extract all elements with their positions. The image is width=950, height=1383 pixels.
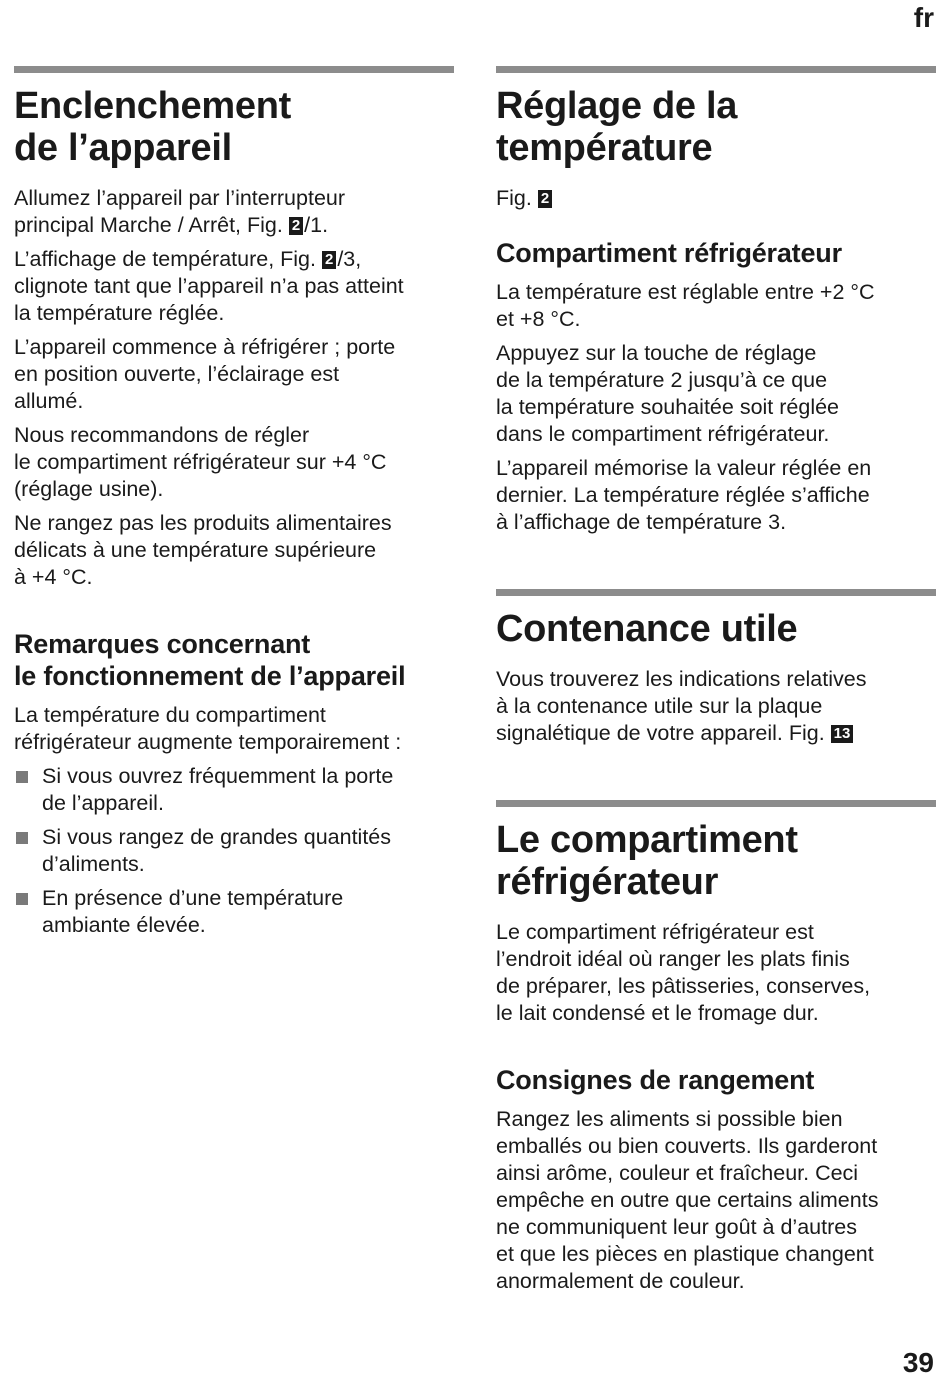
text-line: emballés ou bien couverts. Ils garderont [496, 1134, 878, 1158]
text-line: le compartiment réfrigérateur sur +4 °C [14, 450, 387, 474]
list-item [14, 763, 454, 817]
paragraph [496, 666, 936, 747]
figure-reference-box: 13 [831, 725, 854, 743]
section-rule [496, 66, 936, 73]
heading-line: Le compartiment [496, 819, 798, 861]
text-line: et que les pièces en plastique changent [496, 1242, 874, 1266]
text-line: Rangez les aliments si possible bien [496, 1107, 843, 1131]
heading-line: température [496, 127, 713, 169]
paragraph [496, 1106, 936, 1295]
text-line: signalétique de votre appareil. Fig. [496, 721, 831, 745]
heading-line: de l’appareil [14, 127, 232, 169]
list-item [14, 824, 454, 878]
square-bullet-icon [16, 771, 28, 783]
list-item [14, 885, 454, 939]
paragraph [14, 185, 454, 239]
text-line: Si vous rangez de grandes quantités [42, 825, 392, 849]
heading-reglage [496, 85, 936, 169]
text-line: (réglage usine). [14, 477, 164, 501]
text-line: La température du compartiment [14, 703, 326, 727]
paragraph [14, 422, 454, 503]
section-rule [496, 800, 936, 807]
heading-line: réfrigérateur [496, 861, 719, 903]
text-line: Appuyez sur la touche de réglage [496, 341, 817, 365]
paragraph [496, 340, 936, 448]
text-line: Ne rangez pas les produits alimentaires [14, 511, 392, 535]
text-line: de préparer, les pâtisseries, conserves, [496, 974, 871, 998]
text-line: Fig. [496, 186, 538, 210]
text-line: la température réglée. [14, 301, 225, 325]
text-line: l’endroit idéal où ranger les plats finis [496, 947, 850, 971]
section-rule [14, 66, 454, 73]
text-line: L’affichage de température, Fig. [14, 247, 322, 271]
right-column [496, 66, 936, 1302]
text-line: L’appareil commence à réfrigérer ; porte [14, 335, 396, 359]
text-line: principal Marche / Arrêt, Fig. [14, 213, 289, 237]
heading-le-compartiment [496, 819, 936, 903]
text-line: ainsi arôme, couleur et fraîcheur. Ceci [496, 1161, 859, 1185]
text-line: dans le compartiment réfrigérateur. [496, 422, 830, 446]
paragraph [14, 510, 454, 591]
text-line: Si vous ouvrez fréquemment la porte [42, 764, 394, 788]
text-line: allumé. [14, 389, 84, 413]
paragraph [14, 702, 454, 756]
text-line: anormalement de couleur. [496, 1269, 745, 1293]
text-line: délicats à une température supérieure [14, 538, 377, 562]
section-rule [496, 589, 936, 596]
text-line: dernier. La température réglée s’affiche [496, 483, 870, 507]
text-line: Nous recommandons de régler [14, 423, 310, 447]
text-line: Allumez l’appareil par l’interrupteur [14, 186, 346, 210]
text-line: L’appareil mémorise la valeur réglée en [496, 456, 872, 480]
text-line: à +4 °C. [14, 565, 93, 589]
paragraph [14, 334, 454, 415]
text-line: ambiante élevée. [42, 913, 206, 937]
heading-enclenchement [14, 85, 454, 169]
text-line: Vous trouverez les indications relatives [496, 667, 867, 691]
text-line: En présence d’une température [42, 886, 344, 910]
text-line: Le compartiment réfrigérateur est [496, 920, 814, 944]
text-line: le lait condensé et le fromage dur. [496, 1001, 819, 1025]
text-line: ne communiquent leur goût à d’autres [496, 1215, 857, 1239]
bullet-list [14, 763, 454, 939]
text-line: La température est réglable entre +2 °C [496, 280, 875, 304]
figure-reference-box: 2 [538, 190, 552, 208]
paragraph [496, 279, 936, 333]
text-line: /1. [304, 213, 329, 237]
text-line: à l’affichage de température 3. [496, 510, 787, 534]
square-bullet-icon [16, 832, 28, 844]
text-line: à la contenance utile sur la plaque [496, 694, 823, 718]
heading-contenance: Contenance utile [496, 608, 798, 650]
square-bullet-icon [16, 893, 28, 905]
figure-reference-box: 2 [289, 217, 303, 235]
language-tag: fr [913, 2, 934, 33]
text-line: de la température 2 jusqu’à ce que [496, 368, 828, 392]
left-column [14, 66, 454, 946]
paragraph [14, 246, 454, 327]
heading-line: Réglage de la [496, 85, 738, 127]
text-line: en position ouverte, l’éclairage est [14, 362, 340, 386]
figure-reference [496, 185, 936, 212]
heading-line: Remarques concernant [14, 629, 311, 659]
text-line: d’aliments. [42, 852, 145, 876]
figure-reference-box: 2 [322, 251, 336, 269]
heading-line: le fonctionnement de l’appareil [14, 661, 406, 691]
text-line: et +8 °C. [496, 307, 581, 331]
heading-line: Enclenchement [14, 85, 291, 127]
page-number: 39 [902, 1347, 934, 1378]
text-line: empêche en outre que certains aliments [496, 1188, 879, 1212]
text-line: de l’appareil. [42, 791, 164, 815]
text-line: réfrigérateur augmente temporairement : [14, 730, 402, 754]
heading-consignes: Consignes de rangement [496, 1065, 815, 1095]
heading-remarques [14, 628, 454, 692]
paragraph [496, 919, 936, 1027]
heading-compartiment: Compartiment réfrigérateur [496, 238, 842, 268]
text-line: /3, [337, 247, 362, 271]
text-line: la température souhaitée soit réglée [496, 395, 840, 419]
paragraph [496, 455, 936, 536]
text-line: clignote tant que l’appareil n’a pas atteint [14, 274, 404, 298]
